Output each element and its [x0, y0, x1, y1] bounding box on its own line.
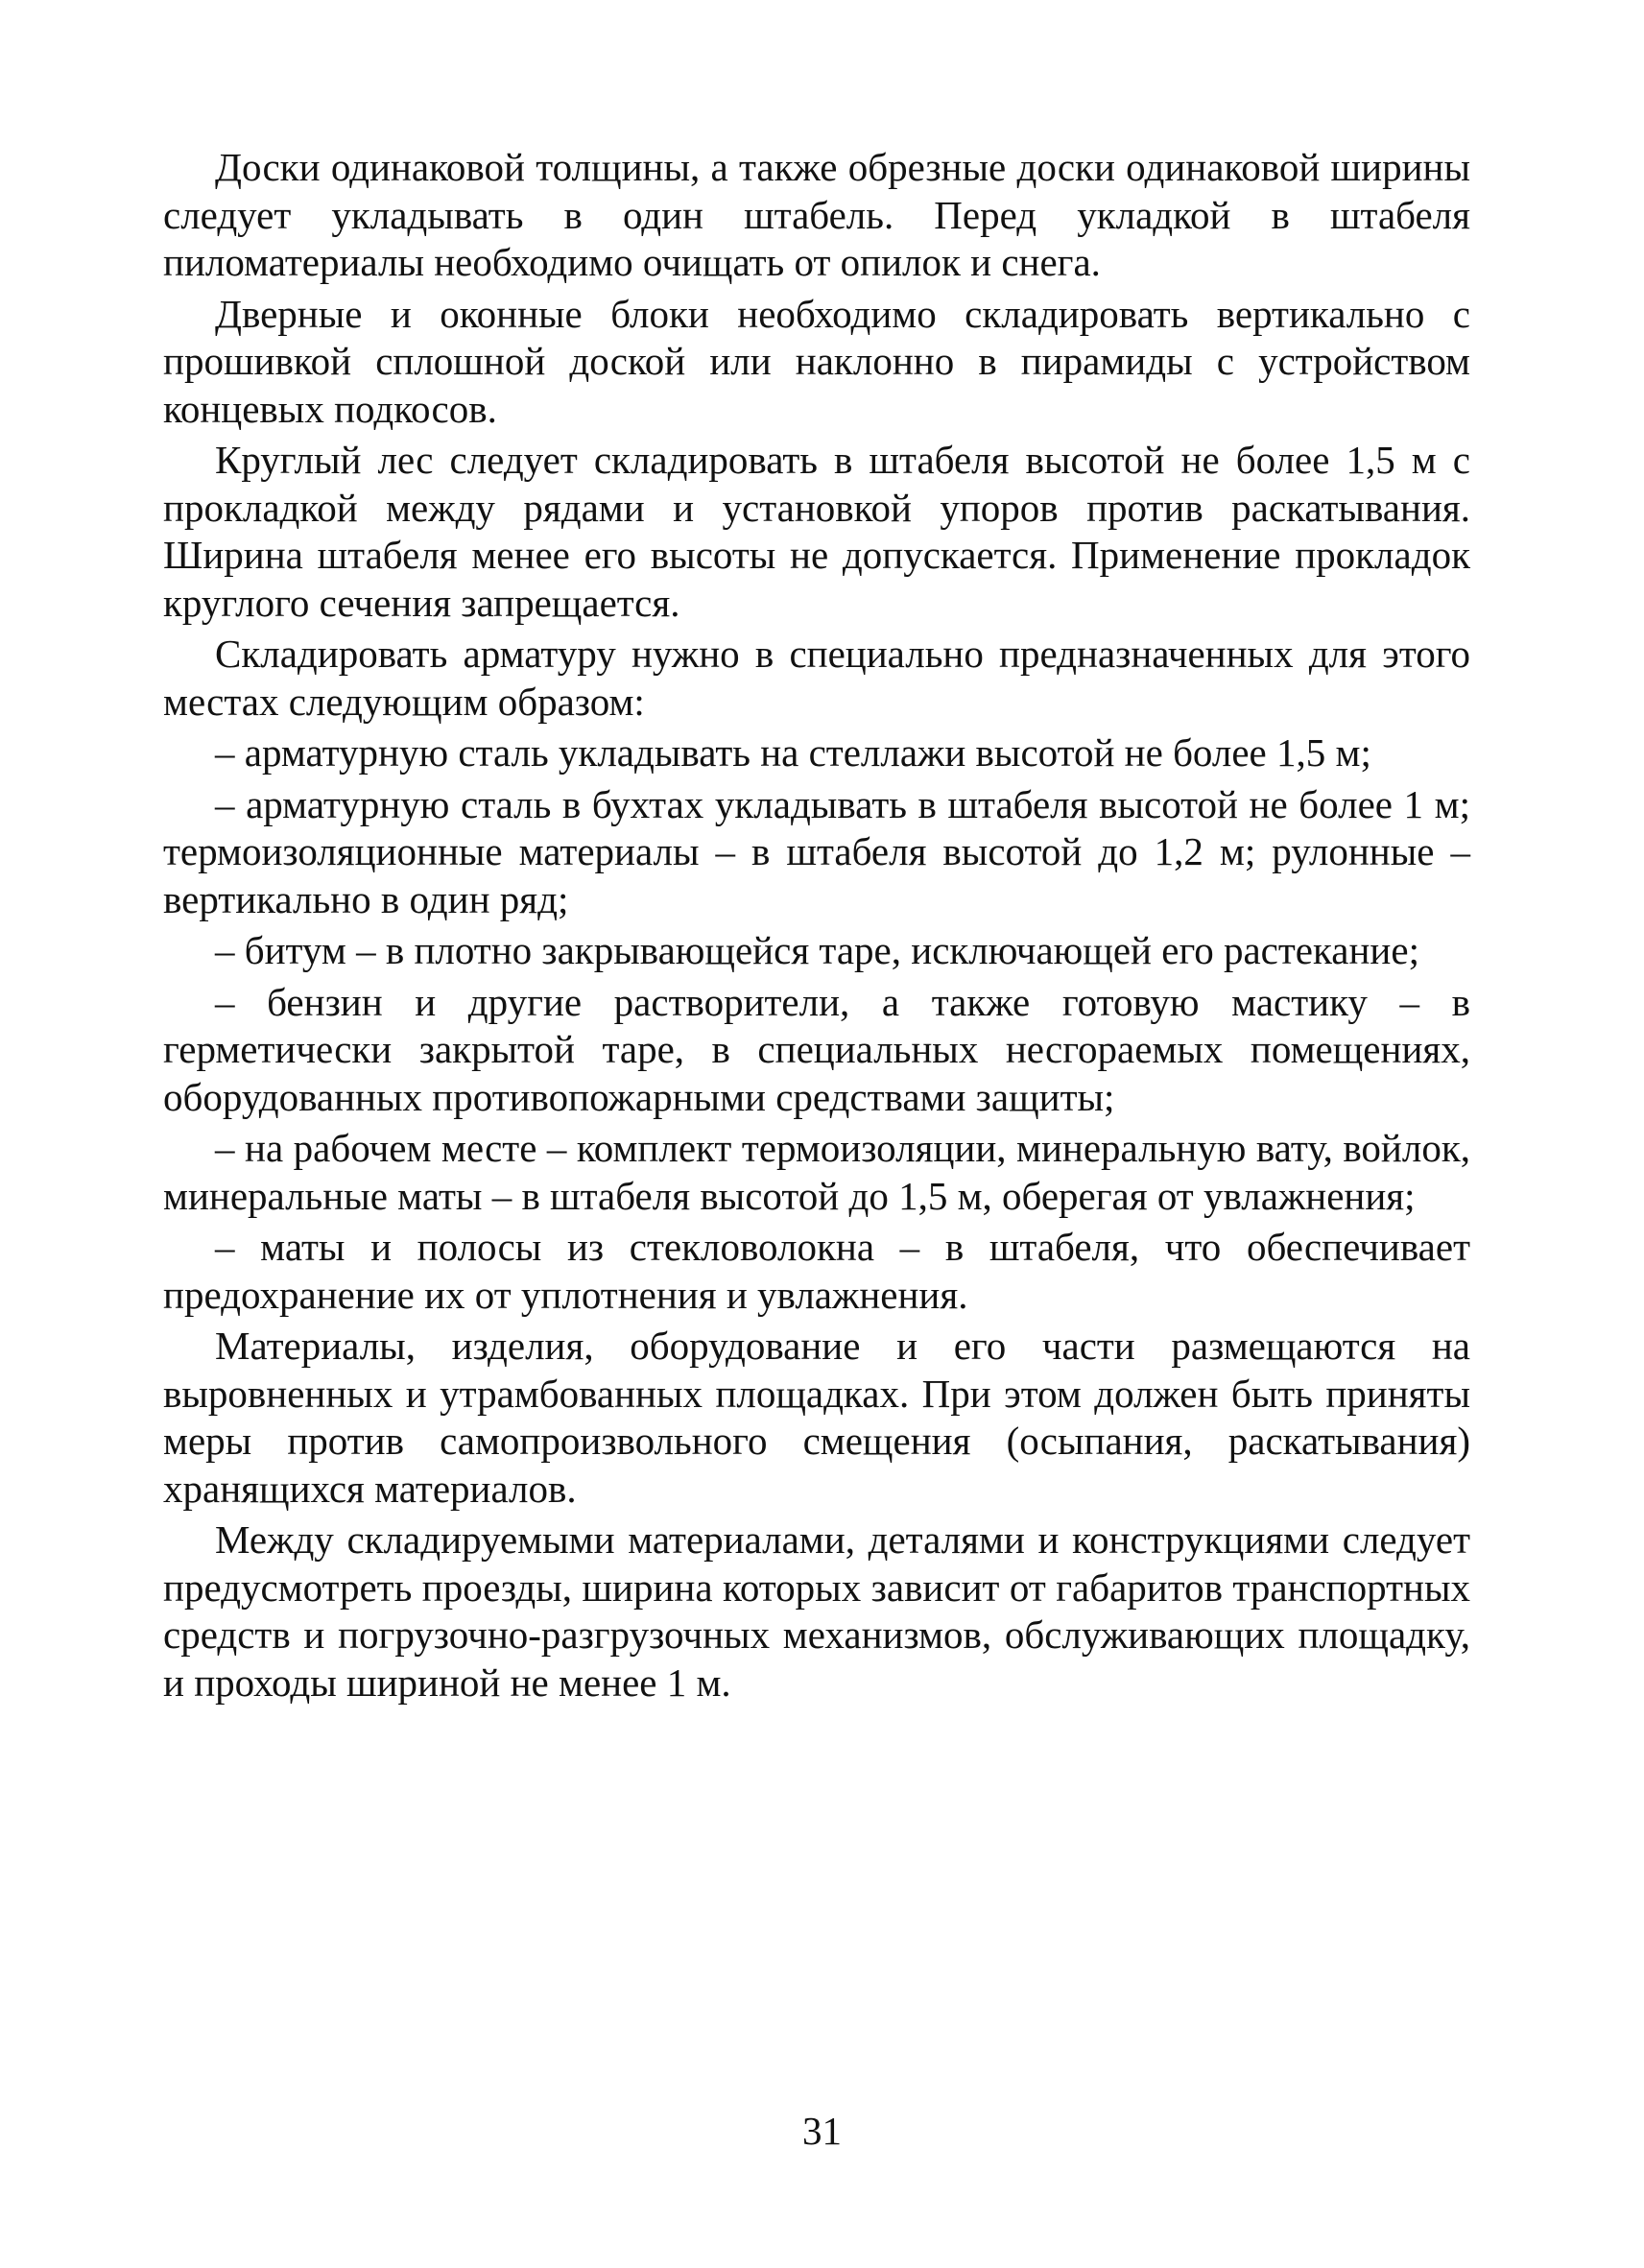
body-text: [163, 144, 1470, 1710]
paragraph-boards: Доски одинаковой толщины, а также обрезные доски одинаковой ширины следует укладывать в один штабель. Перед укладкой в штабеля пиломатериалы необходимо очищать от опилок и снега.: [163, 145, 1470, 284]
paragraph-storage-sites: Материалы, изделия, оборудование и его части размещаются на выровненных и утрамбованных площадках. При этом должен быть приняты меры против самопроизвольного смещения (осыпания, раскатывания) хранящихся материалов.: [163, 1324, 1470, 1511]
list-item-rebar-coils: – арматурную сталь в бухтах укладывать в штабеля высотой не более 1 м; термоизоляционные материалы – в штабеля высотой до 1,2 м; рулонные – вертикально в один ряд;: [163, 781, 1470, 921]
paragraph-round-timber: Круглый лес следует складировать в штабеля высотой не более 1,5 м с прокладкой между рядами и установкой упоров против раскатывания. Ширина штабеля менее его высоты не допускается. Применение прокладок круглого сечения запрещается.: [163, 438, 1470, 625]
paragraph-passages: Между складируемыми материалами, деталями и конструкциями следует предусмотреть проезды, ширина которых зависит от габаритов транспортных средств и погрузочно-разгрузочных механизмов, обслуживающих площадку, и проходы шириной не менее 1 м.: [163, 1517, 1470, 1705]
list-item-workplace-insulation: – на рабочем месте – комплект термоизоляции, минеральную вату, войлок, минеральные маты – в штабеля высотой до 1,5 м, оберегая от увлажнения;: [163, 1126, 1470, 1218]
list-item-rebar-racks: – арматурную сталь укладывать на стеллажи высотой не более 1,5 м;: [215, 730, 1371, 775]
list-item-solvents: – бензин и другие растворители, а также готовую мастику – в герметически закрытой таре, в специальных несгораемых помещениях, оборудованных противопожарными средствами защиты;: [163, 979, 1470, 1119]
list-item-fiberglass: – маты и полосы из стекловолокна – в штабеля, что обеспечивает предохранение их от уплотнения и увлажнения.: [163, 1225, 1470, 1317]
paragraph-door-window-blocks: Дверные и оконные блоки необходимо складировать вертикально с прошивкой сплошной доской или наклонно в пирамиды с устройством концевых подкосов.: [163, 291, 1470, 431]
list-item-bitumen: – битум – в плотно закрывающейся таре, исключающей его растекание;: [215, 928, 1419, 972]
paragraph-rebar-intro: Складировать арматуру нужно в специально предназначенных для этого местах следующим образом:: [163, 632, 1470, 724]
page-number: 31: [802, 2109, 842, 2153]
